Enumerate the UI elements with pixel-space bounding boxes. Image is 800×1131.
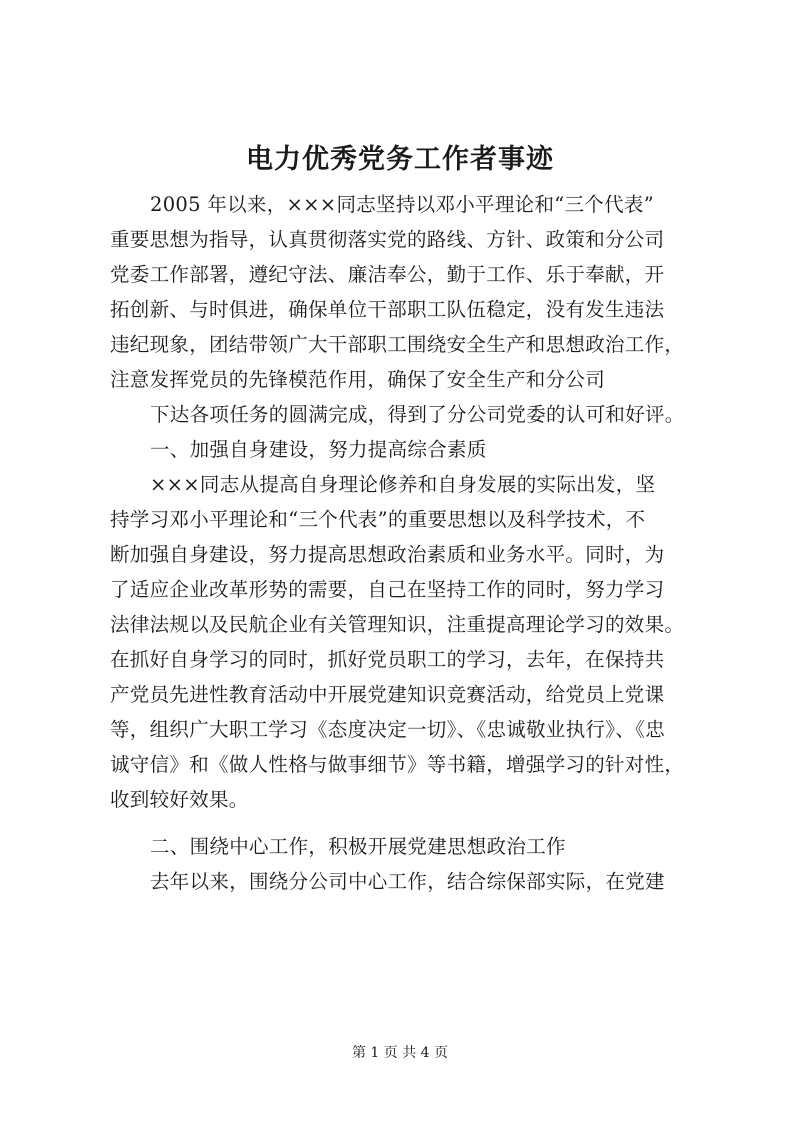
body-line: 违纪现象，团结带领广大干部职工围绕安全生产和思想政治工作， bbox=[110, 333, 685, 356]
body-line: 收到较好效果。 bbox=[110, 788, 249, 811]
page-footer: 第 1 页 共 4 页 bbox=[351, 1045, 449, 1061]
body-line: 法律法规以及民航企业有关管理知识，注重提高理论学习的效果。 bbox=[110, 613, 685, 636]
section-heading: 二、围绕中心工作，积极开展党建思想政治工作 bbox=[150, 835, 566, 858]
body-line: 断加强自身建设，努力提高思想政治素质和业务水平。同时，为 bbox=[110, 543, 665, 566]
document-title: 电力优秀党务工作者事迹 bbox=[246, 144, 554, 175]
body-line: 诚守信》和《做人性格与做事细节》等书籍，增强学习的针对性， bbox=[110, 753, 685, 776]
body-line: 注意发挥党员的先锋模范作用，确保了安全生产和分公司 bbox=[110, 368, 606, 391]
body-line: ×××同志从提高自身理论修养和自身发展的实际出发，坚 bbox=[150, 473, 656, 496]
body-line: 2005 年以来，×××同志坚持以邓小平理论和“三个代表” bbox=[150, 193, 654, 216]
body-line: 了适应企业改革形势的需要，自己在坚持工作的同时，努力学习 bbox=[110, 578, 665, 601]
section-heading: 一、加强自身建设，努力提高综合素质 bbox=[150, 438, 487, 461]
body-line: 拓创新、与时俱进，确保单位干部职工队伍稳定，没有发生违法 bbox=[110, 298, 665, 321]
body-line: 产党员先进性教育活动中开展党建知识竞赛活动，给党员上党课 bbox=[110, 683, 665, 706]
body-line: 在抓好自身学习的同时，抓好党员职工的学习，去年，在保持共 bbox=[110, 648, 665, 671]
body-line: 去年以来，围绕分公司中心工作，结合综保部实际，在党建 bbox=[150, 870, 665, 893]
body-line: 持学习邓小平理论和“三个代表”的重要思想以及科学技术，不 bbox=[110, 508, 646, 531]
body-line: 下达各项任务的圆满完成，得到了分公司党委的认可和好评。 bbox=[150, 403, 685, 426]
document-body bbox=[110, 187, 710, 899]
body-line: 重要思想为指导，认真贯彻落实党的路线、方针、政策和分公司 bbox=[110, 228, 665, 251]
body-line: 等，组织广大职工学习《态度决定一切》、《忠诚敬业执行》、《忠 bbox=[110, 718, 666, 741]
body-line: 党委工作部署，遵纪守法、廉洁奉公，勤于工作、乐于奉献，开 bbox=[110, 263, 665, 286]
